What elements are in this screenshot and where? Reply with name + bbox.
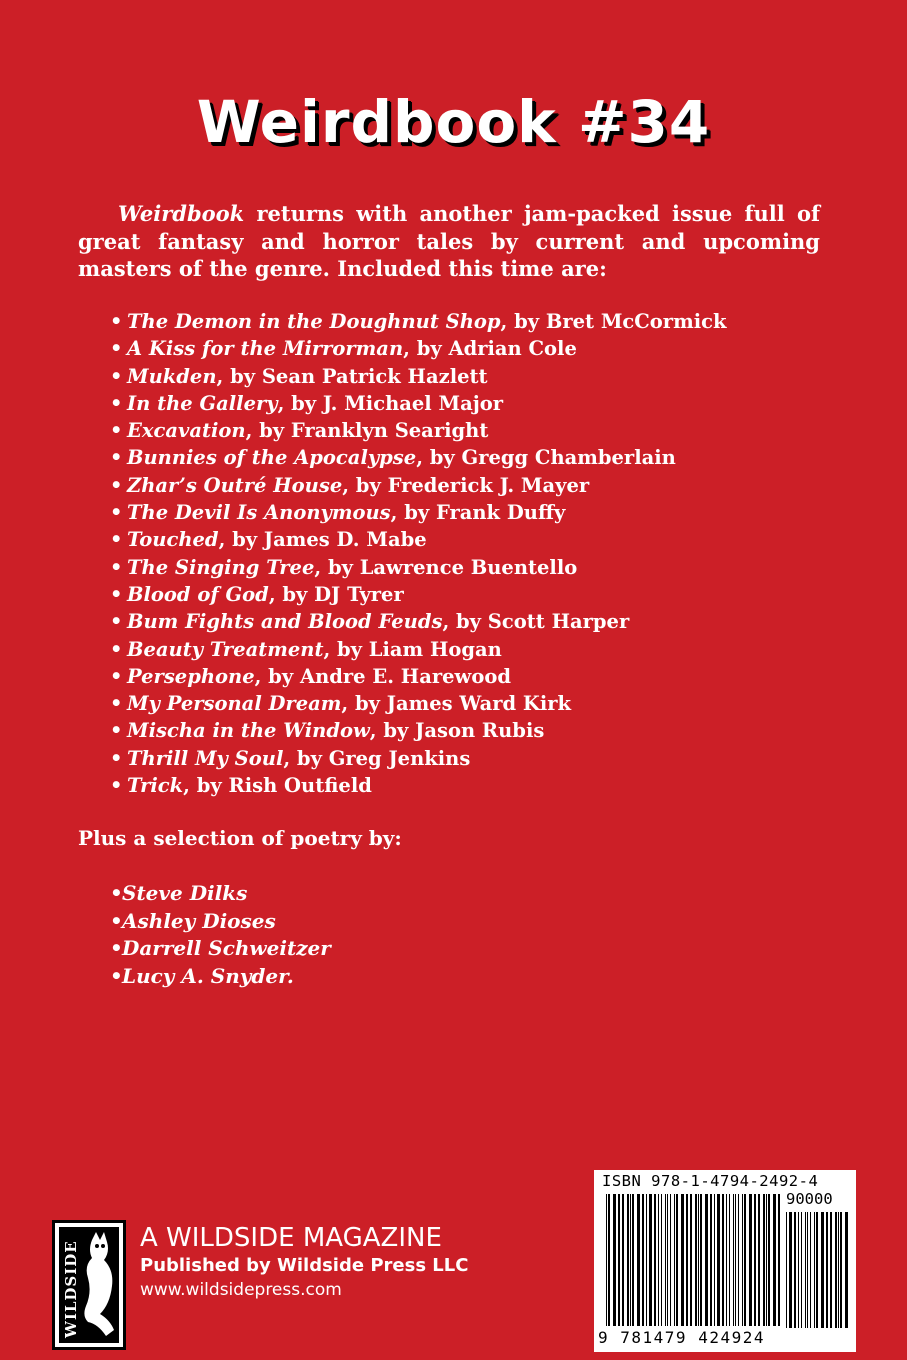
- barcode-bar: [646, 1194, 647, 1326]
- bullet: •: [110, 473, 123, 497]
- barcode-bar: [814, 1212, 815, 1328]
- story-item: [110, 717, 727, 744]
- barcode-bar: [658, 1194, 659, 1326]
- story-byline: , by Andre E. Harewood: [254, 664, 511, 688]
- story-byline: , by Lawrence Buentello: [314, 555, 578, 579]
- story-byline: , by Adrian Cole: [403, 337, 577, 361]
- bullet: •: [110, 501, 123, 525]
- barcode-bar: [698, 1194, 699, 1326]
- barcode-bar: [840, 1212, 842, 1328]
- barcode-bar: [622, 1194, 624, 1326]
- story-title: Bum Fights and Blood Feuds: [127, 610, 443, 634]
- story-byline: , by Frank Duffy: [390, 501, 566, 525]
- story-item: [110, 499, 727, 526]
- barcode-bar: [714, 1194, 715, 1326]
- barcode-bar: [717, 1194, 720, 1326]
- barcode-bar: [810, 1212, 811, 1328]
- bullet: •: [110, 881, 123, 905]
- bullet: •: [110, 664, 123, 688]
- barcode-bar: [705, 1194, 708, 1326]
- story-title: The Singing Tree: [127, 555, 315, 579]
- bullet: •: [110, 310, 123, 333]
- story-item: [110, 581, 727, 608]
- story-item: [110, 308, 727, 335]
- logo-text: WILDSIDE: [62, 1240, 80, 1338]
- barcode-bar: [695, 1194, 697, 1326]
- story-list: [110, 308, 727, 799]
- barcode-bar: [826, 1212, 828, 1328]
- isbn-label: ISBN 978-1-4794-2492-4: [602, 1172, 819, 1190]
- story-byline: , by Bret McCormick: [500, 310, 727, 333]
- bullet: •: [110, 419, 123, 443]
- story-item: [110, 472, 727, 499]
- barcode-bar: [637, 1194, 640, 1326]
- barcode-bar: [649, 1194, 652, 1326]
- barcode-bar: [805, 1212, 806, 1328]
- story-title: Thrill My Soul: [127, 746, 284, 770]
- barcode-bar: [661, 1194, 662, 1326]
- story-item: [110, 663, 727, 690]
- story-title: Zhar’s Outré House: [127, 473, 343, 497]
- bullet: •: [110, 719, 123, 743]
- bullet: •: [110, 555, 123, 579]
- story-item: [110, 745, 727, 772]
- barcode-bar: [807, 1212, 808, 1328]
- barcode-bar: [744, 1194, 746, 1326]
- barcode-bar: [627, 1194, 629, 1326]
- story-title: My Personal Dream: [127, 692, 342, 716]
- bullet: •: [110, 637, 123, 661]
- barcode-bar: [670, 1194, 671, 1326]
- poetry-heading: Plus a selection of poetry by:: [78, 826, 402, 850]
- publisher-name: Published by Wildside Press LLC: [140, 1255, 469, 1276]
- intro-text: returns with another jam-packed issue full of great fantasy and horror tales by current and upcoming masters of the genre. Included this time are:: [78, 201, 820, 281]
- poet-name: Steve Dilks: [122, 881, 248, 905]
- barcode-bar: [838, 1212, 839, 1328]
- isbn-barcode: [594, 1170, 856, 1352]
- bullet: •: [110, 963, 123, 988]
- barcode-bar: [798, 1212, 799, 1328]
- barcode-bar: [830, 1212, 832, 1328]
- barcode-bar: [613, 1194, 616, 1326]
- bullet: •: [110, 582, 123, 606]
- barcode-bar: [801, 1212, 802, 1328]
- story-byline: , by James Ward Kirk: [341, 692, 572, 716]
- bullet: •: [110, 692, 123, 716]
- barcode-bar: [816, 1212, 818, 1328]
- story-title: Trick: [127, 774, 184, 798]
- story-title: Excavation: [127, 419, 246, 443]
- barcode-bar: [686, 1194, 688, 1326]
- story-byline: , by Frederick J. Mayer: [342, 473, 590, 497]
- barcode-bar: [632, 1194, 634, 1326]
- barcode-bar: [630, 1194, 631, 1326]
- barcode-bar: [733, 1194, 734, 1326]
- barcode-bar: [749, 1194, 752, 1326]
- story-item: [110, 390, 727, 417]
- addon-number: 90000: [786, 1190, 833, 1208]
- barcode-bar: [821, 1212, 824, 1328]
- poet-name: Lucy A. Snyder.: [122, 963, 294, 988]
- poet-item: [110, 935, 331, 963]
- barcode-bar: [654, 1194, 656, 1326]
- barcode-bar: [665, 1194, 666, 1326]
- story-title: Touched: [127, 528, 219, 552]
- bullet: •: [110, 774, 123, 798]
- story-item: [110, 444, 727, 471]
- story-byline: , by James D. Mabe: [218, 528, 427, 552]
- publisher-block: [140, 1222, 468, 1302]
- story-byline: , by DJ Tyrer: [268, 582, 404, 606]
- poet-name: Darrell Schweitzer: [122, 936, 331, 960]
- story-title: The Demon in the Doughnut Shop: [127, 310, 501, 333]
- poet-item: [110, 963, 331, 991]
- story-item: [110, 636, 727, 663]
- bullet: •: [110, 610, 123, 634]
- publisher-url: www.wildsidepress.com: [140, 1280, 342, 1300]
- bullet: •: [110, 936, 123, 960]
- barcode-bars: [602, 1194, 852, 1330]
- barcode-bar: [690, 1194, 692, 1326]
- story-byline: , by J. Michael Major: [277, 391, 504, 415]
- barcode-bar: [710, 1194, 712, 1326]
- story-item: [110, 608, 727, 635]
- magazine-name: Weirdbook: [118, 201, 245, 226]
- ean-number: 9 781479 424924: [598, 1328, 765, 1347]
- poet-item: [110, 880, 331, 908]
- bullet: •: [110, 908, 123, 933]
- bullet: •: [110, 746, 123, 770]
- story-byline: , by Franklyn Searight: [245, 419, 489, 443]
- barcode-bar: [608, 1194, 610, 1326]
- story-title: The Devil Is Anonymous: [127, 501, 391, 525]
- barcode-bar: [606, 1194, 607, 1326]
- barcode-bar: [768, 1194, 770, 1326]
- barcode-bar: [735, 1194, 736, 1326]
- story-item: [110, 335, 727, 362]
- barcode-bar: [786, 1212, 787, 1328]
- barcode-bar: [763, 1194, 765, 1326]
- story-title: Mischa in the Window: [127, 719, 370, 743]
- poet-list: [110, 880, 331, 990]
- barcode-bar: [674, 1194, 675, 1326]
- bullet: •: [110, 337, 123, 361]
- barcode-bar: [738, 1194, 739, 1326]
- wildside-logo: [52, 1220, 126, 1350]
- story-item: [110, 554, 727, 581]
- story-byline: , by Sean Patrick Hazlett: [216, 364, 488, 388]
- barcode-bar: [676, 1194, 678, 1326]
- story-byline: , by Liam Hogan: [323, 637, 502, 661]
- story-byline: , by Rish Outfield: [183, 774, 372, 798]
- barcode-bar: [794, 1212, 796, 1328]
- bullet: •: [110, 528, 123, 552]
- story-title: A Kiss for the Mirrorman: [127, 337, 404, 361]
- publisher-tagline: A WILDSIDE MAGAZINE: [140, 1223, 442, 1253]
- barcode-bar: [742, 1194, 743, 1326]
- barcode-bar: [642, 1194, 644, 1326]
- barcode-bar: [754, 1194, 756, 1326]
- bullet: •: [110, 446, 123, 470]
- poet-name: Ashley Dioses: [122, 908, 276, 933]
- intro-paragraph: [78, 200, 820, 283]
- story-title: Blood of God: [127, 582, 269, 606]
- story-title: Persephone: [127, 664, 255, 688]
- bullet: •: [110, 391, 123, 415]
- barcode-bar: [681, 1194, 684, 1326]
- story-title: Beauty Treatment: [127, 637, 324, 661]
- barcode-bar: [766, 1194, 767, 1326]
- barcode-bar: [700, 1194, 702, 1326]
- cover-title: Weirdbook #34: [196, 88, 711, 156]
- story-item: [110, 417, 727, 444]
- story-item: [110, 772, 727, 799]
- story-item: [110, 363, 727, 390]
- story-byline: , by Scott Harper: [442, 610, 630, 634]
- story-item: [110, 690, 727, 717]
- barcode-bar: [835, 1212, 837, 1328]
- barcode-bar: [618, 1194, 620, 1326]
- story-byline: , by Gregg Chamberlain: [416, 446, 676, 470]
- story-title: Bunnies of the Apocalypse: [127, 446, 417, 470]
- barcode-bar: [758, 1194, 760, 1326]
- barcode-bar: [845, 1212, 848, 1328]
- barcode-bar: [722, 1194, 724, 1326]
- story-item: [110, 526, 727, 553]
- poet-item: [110, 908, 331, 936]
- story-title: Mukden: [127, 364, 217, 388]
- barcode-bar: [789, 1212, 792, 1328]
- barcode-bar: [729, 1194, 730, 1326]
- barcode-bar: [778, 1194, 780, 1326]
- story-byline: , by Jason Rubis: [369, 719, 545, 743]
- barcode-bar: [726, 1194, 727, 1326]
- bullet: •: [110, 364, 123, 388]
- barcode-bar: [667, 1194, 668, 1326]
- story-title: In the Gallery: [127, 391, 278, 415]
- barcode-bar: [773, 1194, 776, 1326]
- story-byline: , by Greg Jenkins: [283, 746, 471, 770]
